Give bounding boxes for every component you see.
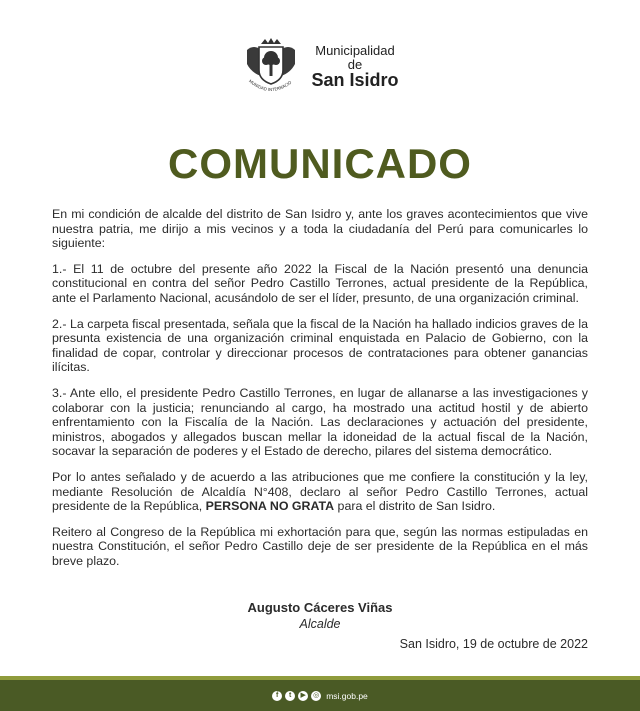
instagram-icon[interactable]: ◎ bbox=[313, 691, 320, 699]
document-title: COMUNICADO bbox=[168, 140, 472, 187]
facebook-icon[interactable]: f bbox=[272, 691, 282, 701]
signatory-role: Alcalde bbox=[299, 617, 341, 631]
point-2-paragraph: 2.- La carpeta fiscal presentada, señala que la fiscal de la Nación ha hallado indicios graves de la presunta existencia de una organización criminal enquistada en Palacio de Gobierno, con la finalidad de copar, controlar y direccionar procesos de contrataciones para obtener ganancias ilícitas. bbox=[52, 316, 588, 375]
logo-line-de: de bbox=[347, 56, 363, 72]
logo-wordmark bbox=[311, 44, 398, 90]
signature-block bbox=[0, 600, 640, 632]
signatory-name: Augusto Cáceres Viñas bbox=[247, 600, 393, 615]
logo-line-san-isidro: San Isidro bbox=[311, 70, 399, 91]
declaration-text-before: Por lo antes señalado y de acuerdo a las atribuciones que me confiere la constitución y la ley, mediante Resolución de Alcaldía N°408, declaro al señor Pedro Castillo Terrones, actual presidente de la República, bbox=[52, 469, 588, 514]
twitter-icon[interactable]: t bbox=[285, 691, 295, 701]
declaration-paragraph bbox=[52, 470, 588, 514]
youtube-icon[interactable]: ▶ bbox=[298, 691, 308, 701]
crest-caption: MUNIDAD INTERNACIO bbox=[248, 78, 293, 93]
declaration-text-after: para el distrito de San Isidro. bbox=[334, 499, 496, 514]
intro-paragraph: En mi condición de alcalde del distrito de San Isidro y, ante los graves acontecimientos que vive nuestra patria, me dirijo a mis vecinos y a toda la ciudadanía del Perú para comunicarles lo siguiente: bbox=[52, 207, 588, 251]
closing-paragraph: Reitero al Congreso de la República mi exhortación para que, según las normas estipuladas en nuestra Constitución, el señor Pedro Castillo deje de ser presidente de la República en el más breve plazo. bbox=[52, 524, 588, 568]
website-link[interactable]: msi.gob.pe bbox=[326, 690, 368, 701]
persona-no-grata-emphasis: PERSONA NO GRATA bbox=[205, 499, 335, 514]
municipal-logo bbox=[241, 36, 398, 98]
document-date: San Isidro, 19 de octubre de 2022 bbox=[399, 637, 588, 651]
coat-of-arms-icon bbox=[241, 36, 301, 98]
logo-line-municipalidad: Municipalidad bbox=[315, 42, 395, 58]
footer-bar bbox=[0, 680, 640, 711]
document-body bbox=[52, 207, 588, 579]
header bbox=[0, 36, 640, 98]
point-1-paragraph: 1.- El 11 de octubre del presente año 2022 la Fiscal de la Nación presentó una denuncia constitucional en contra del señor Pedro Castillo Terrones, actual presidente de la República, ante el Parlamento Nacional, acusándolo de ser el líder, presunto, de una organización criminal. bbox=[52, 261, 588, 305]
point-3-paragraph: 3.- Ante ello, el presidente Pedro Castillo Terrones, en lugar de allanarse a las investigaciones y colaborar con la justicia; renunciando al cargo, ha mostrado una actitud hostil y de abierto enfrentamiento con la Fiscalía de la Nación. Las declaraciones y actuación del presidente, ministros, abogados y allegados buscan mellar la idoneidad de la actual fiscal de la Nación, socavar la separación de poderes y el Estado de derecho, pilares del sistema democrático. bbox=[52, 385, 588, 459]
